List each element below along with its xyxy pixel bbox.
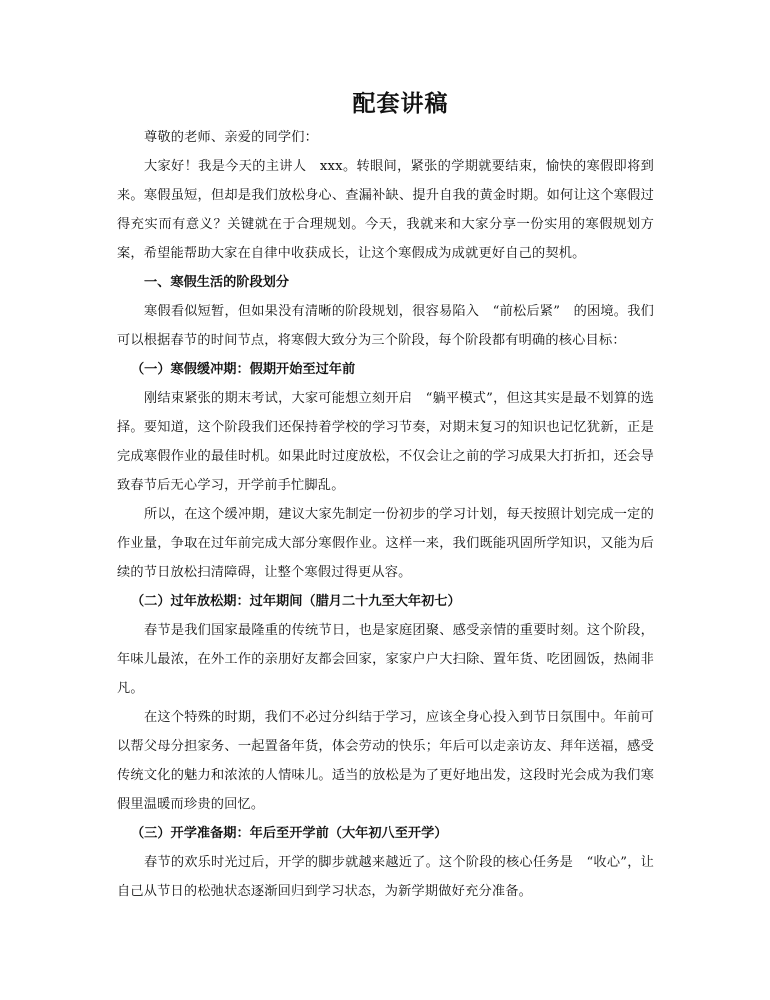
stage-heading-1: （一）寒假缓冲期：假期开始至过年前: [131, 362, 356, 377]
intro-paragraph: 大家好！我是今天的主讲人 xxx。转眼间，紧张的学期就要结束，愉快的寒假即将到来。寒假虽短，但却是我们放松身心、查漏补缺、提升自我的黄金时期。如何让这个寒假过得充实而有意义？关键就在于合理规划。今天，我就来和大家分享一份实用的寒假规划方案，希望能帮助大家在自律中收获成长，让这个寒假成为成就更好自己的契机。: [117, 159, 654, 261]
document-title: 配套讲稿: [352, 91, 449, 117]
greeting: 尊敬的老师、亲爱的同学们：: [144, 130, 319, 145]
stage-2-paragraph-2: 在这个特殊的时期，我们不必过分纠结于学习，应该全身心投入到节日氛围中。年前可以帮父母分担家务、一起置备年货，体会劳动的快乐；年后可以走亲访友、拜年送福，感受传统文化的魅力和浓浓的人情味儿。适当的放松是为了更好地出发，这段时光会成为我们寒假里温暖而珍贵的回忆。: [117, 710, 654, 812]
section-heading: 一、寒假生活的阶段划分: [144, 275, 290, 290]
stage-2-paragraph-1: 春节是我们国家最隆重的传统节日，也是家庭团聚、感受亲情的重要时刻。这个阶段，年味儿最浓，在外工作的亲朋好友都会回家，家家户户大扫除、置年货、吃团圆饭，热闹非凡。: [117, 623, 654, 696]
stage-heading-2: （二）过年放松期：过年期间（腊月二十九至大年初七）: [131, 594, 461, 609]
stage-heading-3: （三）开学准备期：年后至开学前（大年初八至开学）: [131, 826, 448, 841]
document-page: [117, 88, 654, 906]
stage-1-paragraph-2: 所以，在这个缓冲期，建议大家先制定一份初步的学习计划，每天按照计划完成一定的作业量，争取在过年前完成大部分寒假作业。这样一来，我们既能巩固所学知识，又能为后续的节日放松扫清障碍，让整个寒假过得更从容。: [117, 507, 654, 580]
stage-1-paragraph-1: 刚结束紧张的期末考试，大家可能想立刻开启 “躺平模式”，但这其实是最不划算的选择。要知道，这个阶段我们还保持着学校的学习节奏，对期末复习的知识也记忆犹新，正是完成寒假作业的最佳时机。如果此时过度放松，不仅会让之前的学习成果大打折扣，还会导致春节后无心学习，开学前手忙脚乱。: [117, 391, 654, 493]
section-paragraph: 寒假看似短暂，但如果没有清晰的阶段规划，很容易陷入 “前松后紧” 的困境。我们可以根据春节的时间节点，将寒假大致分为三个阶段，每个阶段都有明确的核心目标：: [117, 304, 654, 348]
stage-3-paragraph-1: 春节的欢乐时光过后，开学的脚步就越来越近了。这个阶段的核心任务是 “收心”，让自己从节日的松弛状态逐渐回归到学习状态，为新学期做好充分准备。: [117, 855, 654, 899]
